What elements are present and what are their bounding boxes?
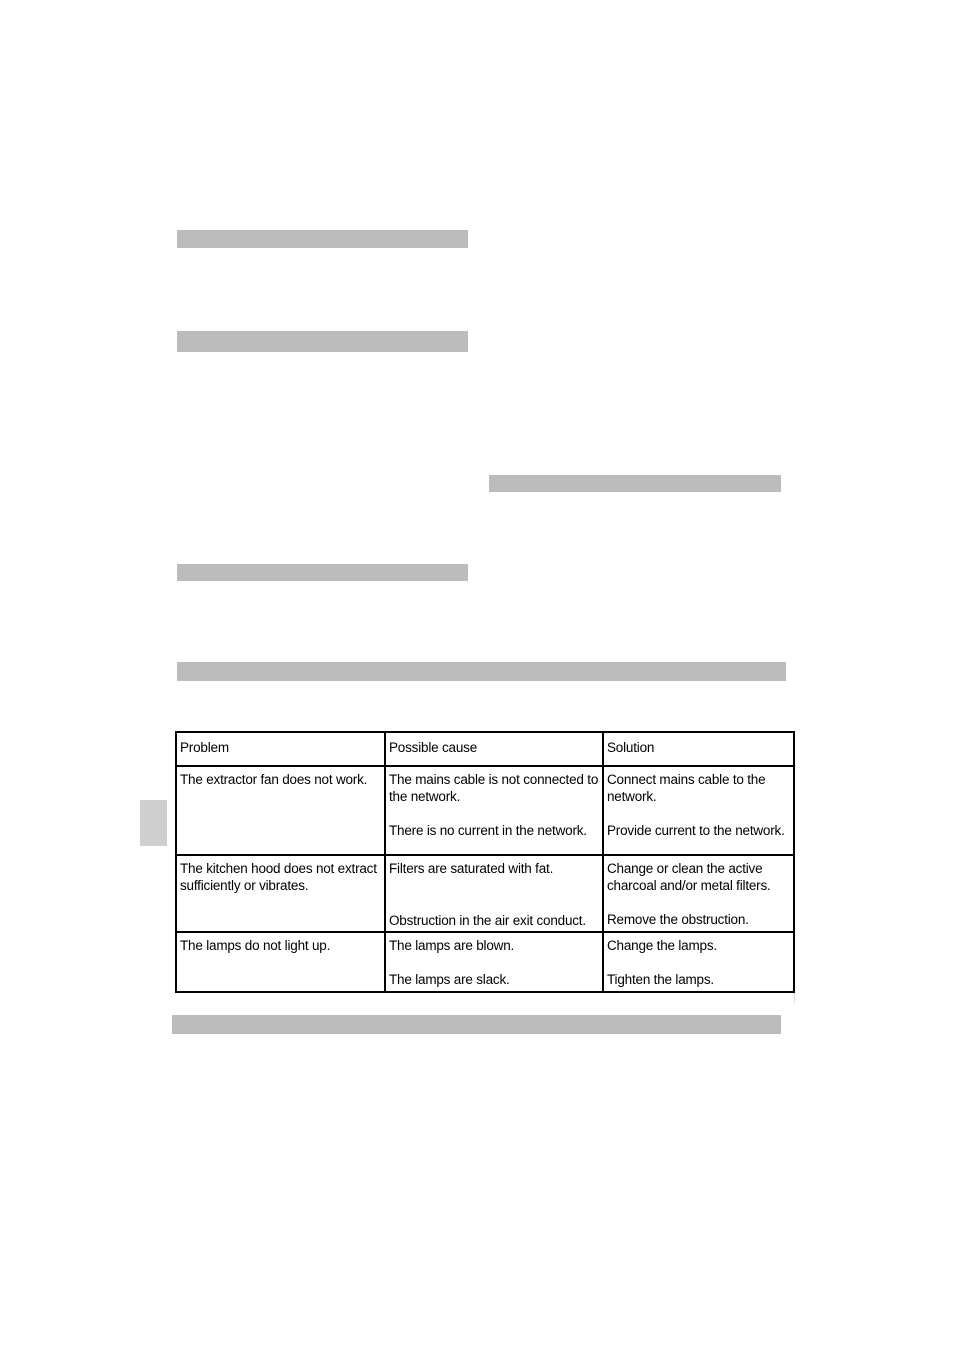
solution-text: Tighten the lamps. (607, 972, 714, 987)
solution-text: Change the lamps. (607, 938, 717, 953)
troubleshooting-table (175, 731, 795, 993)
section-heading-bar-6 (172, 1015, 781, 1034)
solution-cell (603, 932, 794, 992)
table-row (176, 766, 794, 855)
header-possible-cause: Possible cause (385, 732, 603, 766)
table-row (176, 932, 794, 992)
solution-text: Connect mains cable to the network. (607, 772, 766, 804)
language-tab-marker (140, 800, 167, 846)
problem-text: The lamps do not light up. (180, 938, 331, 953)
cause-cell (385, 932, 603, 992)
cause-text: There is no current in the network. (389, 823, 587, 838)
solution-text: Remove the obstruction. (607, 912, 749, 927)
problem-cell (176, 855, 385, 932)
header-solution: Solution (603, 732, 794, 766)
cause-text: The lamps are slack. (389, 972, 510, 987)
section-heading-bar-1 (177, 230, 468, 248)
section-heading-bar-4 (177, 564, 468, 581)
cause-text: Filters are saturated with fat. (389, 861, 554, 876)
table-row (176, 855, 794, 932)
cause-text: The mains cable is not connected to the network. (389, 772, 599, 804)
solution-cell (603, 766, 794, 855)
cause-text: Obstruction in the air exit conduct. (389, 913, 586, 928)
section-heading-bar-3 (489, 475, 781, 492)
cause-cell (385, 855, 603, 932)
troubleshooting-heading-bar (177, 662, 786, 681)
problem-text: The kitchen hood does not extract sufficiently or vibrates. (180, 861, 377, 893)
problem-cell (176, 766, 385, 855)
table-header-row (176, 732, 794, 766)
cause-cell (385, 766, 603, 855)
header-problem: Problem (176, 732, 385, 766)
problem-text: The extractor fan does not work. (180, 772, 368, 787)
solution-text: Change or clean the active charcoal and/or metal filters. (607, 861, 771, 893)
solution-cell (603, 855, 794, 932)
section-heading-bar-2 (177, 331, 468, 352)
problem-cell (176, 932, 385, 992)
solution-text: Provide current to the network. (607, 823, 785, 838)
cause-text: The lamps are blown. (389, 938, 515, 953)
